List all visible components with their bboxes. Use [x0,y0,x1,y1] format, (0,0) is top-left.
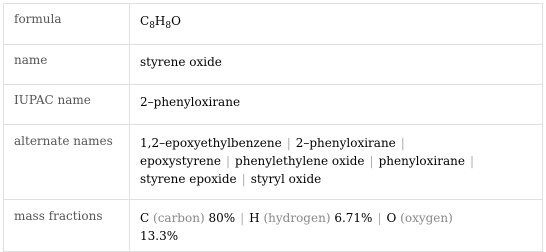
row-value-name: styrene oxide [130,45,543,85]
mass-symbol: H [249,211,260,225]
row-value-alternate-names [130,125,543,200]
separator: | [286,136,291,150]
formula-element-c: C [140,14,150,28]
alternate-name: epoxystyrene [140,154,221,168]
row-label-iupac: IUPAC name [4,85,130,125]
separator: | [400,136,405,150]
row-value-mass-fractions [130,200,543,252]
alternate-name: styrene epoxide [140,172,237,186]
row-value-formula [130,4,543,45]
separator: | [369,154,374,168]
properties-table [3,3,543,252]
row-value-iupac: 2–phenyloxirane [130,85,543,125]
table-row-formula [4,4,543,45]
mass-element-name: (hydrogen) [263,211,331,225]
mass-value: 80% [208,211,236,225]
mass-element-name: (carbon) [153,211,205,225]
separator: | [240,211,245,225]
mass-value: 13.3% [140,229,179,243]
alternate-name: styryl oxide [250,172,322,186]
alternate-name: phenylethylene oxide [235,154,365,168]
alternate-name: phenyloxirane [378,154,465,168]
formula-subscript-c: 8 [149,21,155,31]
separator: | [225,154,231,168]
mass-symbol: C [140,211,150,225]
row-label-formula: formula [4,4,130,45]
alternate-name: 1,2–epoxyethylbenzene [140,136,282,150]
formula-subscript-h: 8 [165,21,172,31]
separator: | [470,154,475,168]
separator: | [241,172,246,186]
mass-symbol: O [386,211,397,225]
table-row-name [4,45,543,85]
table-row-mass-fractions [4,200,543,252]
table-row-iupac [4,85,543,125]
row-label-mass-fractions: mass fractions [4,200,130,252]
chemical-formula [140,12,181,30]
mass-element-name: (oxygen) [400,211,453,225]
table-row-alternate-names [4,125,543,200]
formula-element-o: O [171,14,181,28]
row-label-name: name [4,45,130,85]
formula-element-h: H [154,14,166,28]
row-label-alternate-names: alternate names [4,125,130,200]
alternate-name: 2–phenyloxirane [295,136,396,150]
separator: | [377,211,382,225]
mass-value: 6.71% [334,211,373,225]
